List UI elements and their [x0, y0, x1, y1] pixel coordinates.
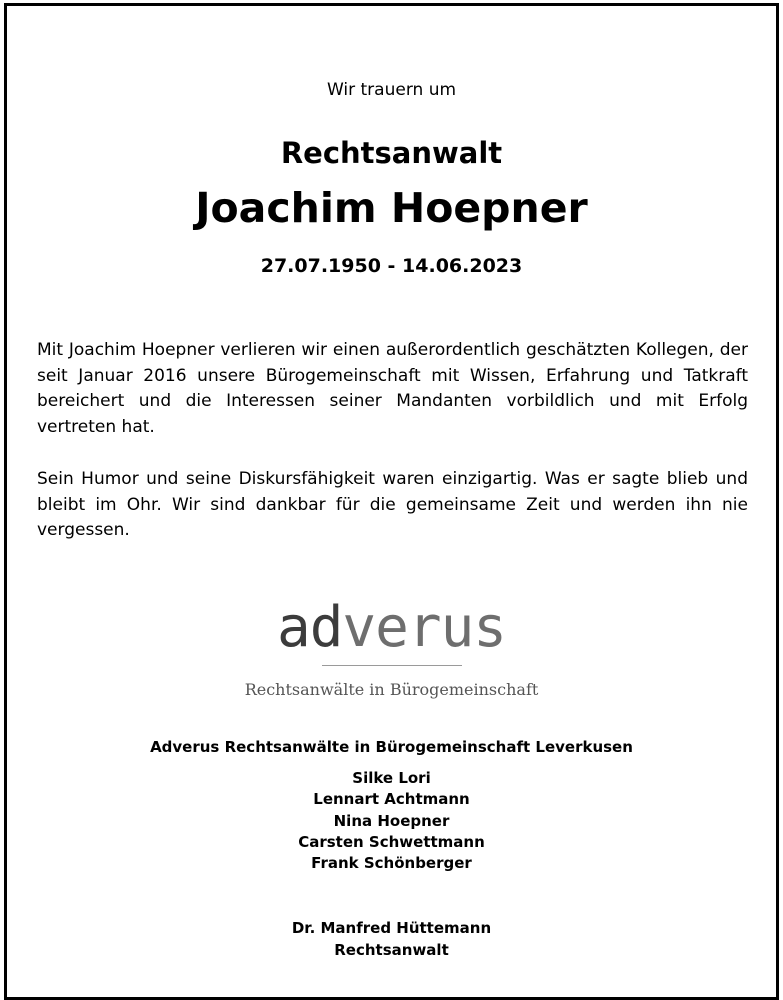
deceased-name: Joachim Hoepner: [195, 184, 588, 232]
member-name: Frank Schönberger: [311, 854, 472, 873]
logo-tagline: Rechtsanwälte in Bürogemeinschaft: [244, 680, 539, 699]
member-name: Lennart Achtmann: [313, 790, 470, 809]
tribute-paragraph-1: Mit Joachim Hoepner verlieren wir einen außerordentlich geschätzten Kollegen, der seit Januar 2016 unsere Bürogemeinschaft mit Wissen, Erfahrung und Tatkraft bereichert und die Interessen seiner Mandanten vorbildlich und mit Erfolg vertreten hat.: [37, 340, 748, 437]
logo-divider: [322, 665, 462, 666]
firm-name: Adverus Rechtsanwälte in Bürogemeinschaft Leverkusen: [150, 738, 633, 756]
signer-name: Dr. Manfred Hüttemann: [291, 919, 492, 937]
firm-logo-wordmark: [0, 597, 783, 659]
member-name: Silke Lori: [352, 769, 431, 787]
tribute-paragraph-2: Sein Humor und seine Diskursfähigkeit waren einzigartig. Was er sagte blieb und bleibt im Ohr. Wir sind dankbar für die gemeinsame Zeit und werden ihn nie vergessen.: [37, 469, 748, 540]
member-name: Nina Hoepner: [333, 811, 450, 830]
logo-wordmark-part2: verus: [342, 595, 506, 660]
logo-wordmark-part1: ad: [276, 595, 343, 660]
member-name: Carsten Schwettmann: [298, 832, 485, 851]
intro-line: Wir trauern um: [326, 80, 457, 100]
deceased-title: Rechtsanwalt: [280, 136, 503, 170]
signer-title: Rechtsanwalt: [334, 941, 449, 959]
life-dates: 27.07.1950 - 14.06.2023: [260, 255, 523, 277]
member-list: [0, 768, 783, 874]
